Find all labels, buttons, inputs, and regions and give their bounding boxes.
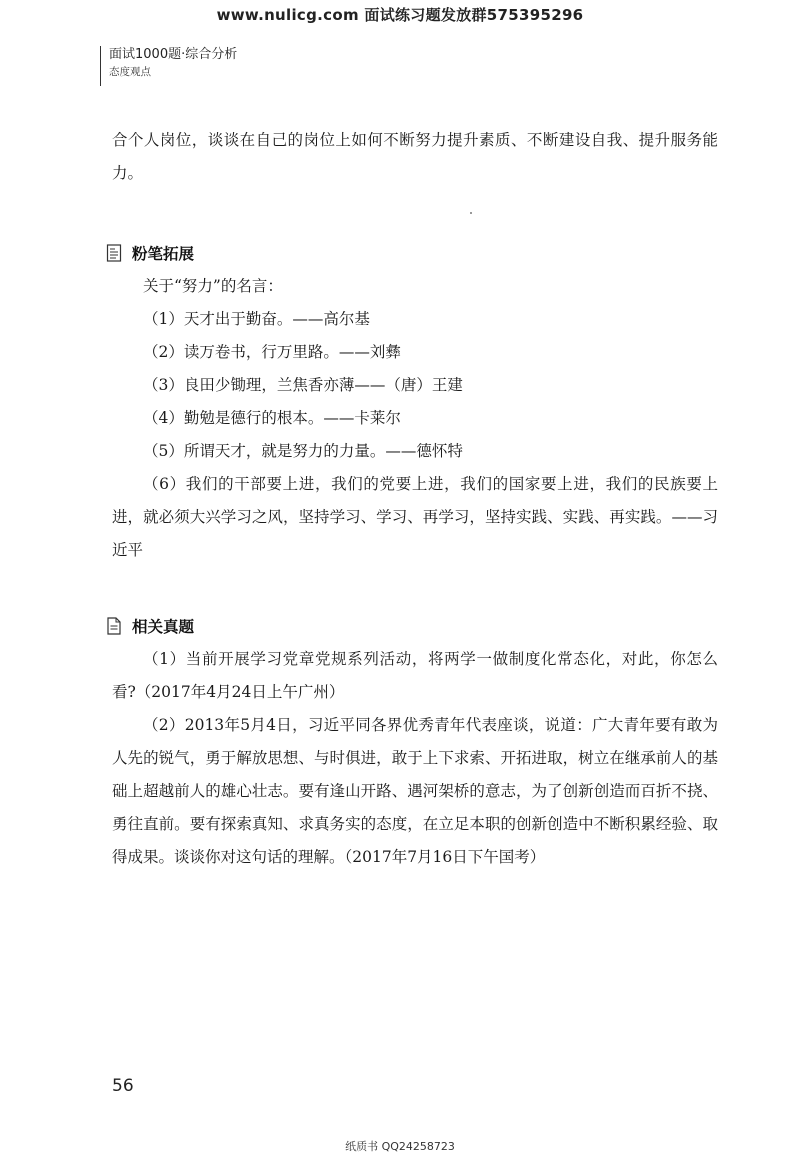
page-content — [112, 124, 718, 874]
related-title: 相关真题 — [132, 618, 195, 636]
extension-lead: 关于“努力”的名言： — [143, 277, 283, 295]
document-section-icon — [106, 616, 122, 636]
quote-item: （5）所谓天才，就是努力的力量。——德怀特 — [143, 442, 463, 460]
chapter-title: 态度观点 — [109, 66, 151, 78]
watermark-header: www.nulicg.com 面试练习题发放群575395296 — [216, 6, 584, 24]
question-item: （1）当前开展学习党章党规系列活动，将两学一做制度化常态化，对此，你怎么看?（2017年4月24日上午广州） — [112, 650, 718, 701]
quote-item: （6）我们的干部要上进，我们的党要上进，我们的国家要上进，我们的民族要上进，就必须大兴学习之风，坚持学习、学习、再学习，坚持实践、实践、再实践。——习近平 — [112, 475, 718, 559]
footer-watermark: 纸质书 QQ24258723 — [345, 1140, 455, 1153]
page-number: 56 — [112, 1076, 134, 1096]
intro-paragraph: 合个人岗位，谈谈在自己的岗位上如何不断努力提升素质、不断建设自我、提升服务能力。 — [112, 131, 718, 182]
book-section-icon — [106, 243, 122, 263]
question-item: （2）2013年5月4日，习近平同各界优秀青年代表座谈，说道：广大青年要有敢为人先的锐气，勇于解放思想、与时俱进，敢于上下求索、开拓进取，树立在继承前人的基础上超越前人的雄心壮志。要有逢山开路、遇河架桥的意志，为了创新创造而百折不挠、勇往直前。要有探索真知、求真务实的态度，在立足本职的创新创造中不断积累经验、取得成果。谈谈你对这句话的理解。（2017年7月16日下午国考） — [112, 716, 718, 866]
book-title: 面试1000题·综合分析 — [109, 47, 238, 62]
extension-heading — [112, 238, 718, 268]
section-spacer — [112, 567, 718, 611]
quote-item: （2）读万卷书，行万里路。——刘彝 — [143, 343, 401, 361]
extension-title: 粉笔拓展 — [132, 245, 195, 263]
quote-item: （4）勤勉是德行的根本。——卡莱尔 — [143, 409, 401, 427]
running-head — [100, 46, 237, 86]
quote-item: （3）良田少锄理，兰焦香亦薄——（唐）王建 — [143, 376, 463, 394]
quote-item: （1）天才出于勤奋。——高尔基 — [143, 310, 370, 328]
related-heading — [112, 611, 718, 641]
